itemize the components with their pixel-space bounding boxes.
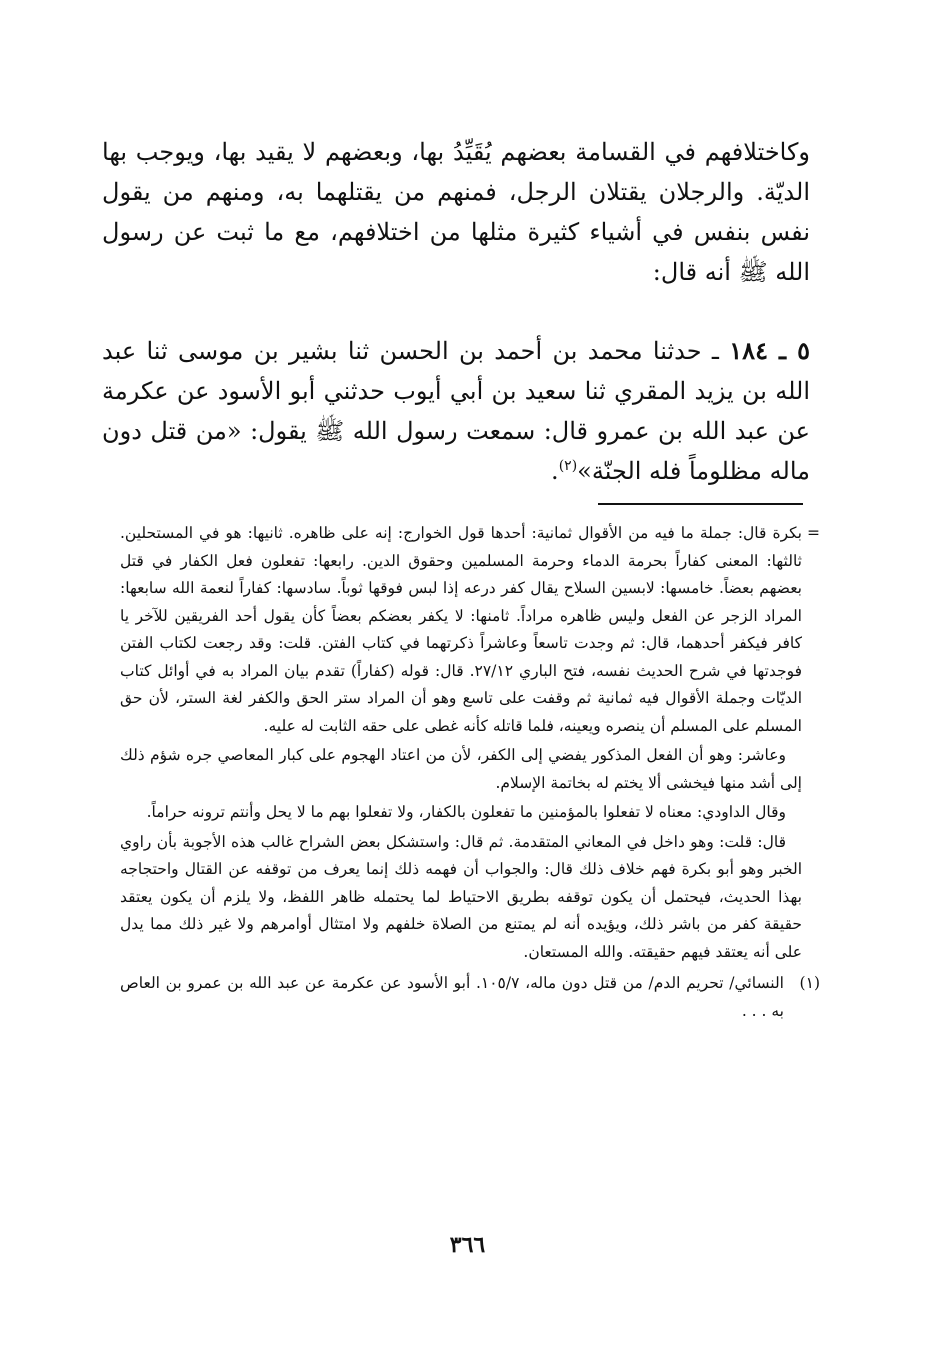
footnote-continued <box>120 520 820 740</box>
footnote-paragraph: وعاشر: وهو أن الفعل المذكور يفضي إلى الكفر، لأن من اعتاد الهجوم على كبار المعاصي جره شؤم ذلك إلى أشد منها فيخشى ألا يختم له بخاتمة الإسلام. <box>120 746 802 792</box>
footnote-reference: (٢) <box>558 458 578 474</box>
footnote-paragraph: وقال الداودي: معناه لا تفعلوا بالمؤمنين ما تفعلون بالكفار، ولا تفعلوا بهم ما لا يحل وأنتم ترونه حراماً. <box>146 803 786 821</box>
footnote-paragraph: قال: قلت: وهو داخل في المعاني المتقدمة. ثم قال: واستشكل بعض الشراح غالب هذه الأجوبة بأن راوي الخبر وهو أبو بكرة فهم خلاف ذلك قال: والجواب أن فهمه ذلك إنما يعرف من توقفه عن القتال واحتجاجه بهذا الحديث، فيحتمل أن يكون توقفه بطريق الاحتياط لما يحتمله ظاهر اللفظ، ولا يلزم أن يكون يعتقد حقيقة كفر من باشر ذلك، ويؤيده أنه لم يمتنع من الصلاة خلفهم ولا امتثال أوامرهم ولا غير ذلك مما يدل على أنه يعتقد فيهم حقيقته. والله المستعان. <box>120 832 802 961</box>
page-number: ٣٦٦ <box>449 1232 486 1258</box>
continuation-marker: = <box>807 524 820 542</box>
footnote-continued-text: بكرة قال: جملة ما فيه من الأقوال ثمانية: أحدها قول الخوارج: إنه على ظاهره. ثانيها: هو في المستحلين. ثالثها: المعنى كفاراً بحرمة الدماء وحرمة المسلمين وحقوق الدين. رابعها: تفعلون فعل الكفار في قتل بعضهم بعضاً. خامسها: لابسين السلاح يقال كفر درعه إذا لبس فوقها ثوباً. سادسها: كفاراً لنعمة الله سابعها: المراد الزجر عن الفعل وليس ظاهره مراداً. ثامنها: لا يكفر بعضكم بعضاً كأن يقول أحد الفريقين للآخر يا كافر فيكفر أحدهما، قال: ثم وجدت تاسعاً وعاشراً ذكرتهما في كتاب الفتن. قلت: وقد رجعت لكتاب الفتن فوجدتها في شرح الحديث نفسه، فتح الباري ٢٧/١٢. قال: قوله (كفاراً) تقدم بيان المراد به في أوائل كتاب الديّات وجملة الأقوال فيه ثمانية ثم وقفت على تاسع وهو أن المراد ستر الحق والكفر لغة الستر، لأن حق المسلم على المسلم أن ينصره ويعينه، فلما قاتله كأنه غطى على حقه الثابت له عليه. <box>120 524 802 735</box>
hadith-number: ٥ ـ ١٨٤ <box>729 336 810 365</box>
hadith-paragraph <box>102 331 810 491</box>
footnote-1-number: (١) <box>799 974 820 992</box>
footnote-1-text: النسائي/ تحريم الدم/ من قتل دون ماله، ١٠٥/٧. أبو الأسود عن عكرمة عن عبد الله بن عمرو بن العاص به . . . <box>120 974 784 1020</box>
footnote-1 <box>120 970 820 1025</box>
end-mark: . <box>551 457 559 485</box>
footnotes-section <box>120 520 820 1025</box>
hadith-text: ـ حدثنا محمد بن أحمد بن الحسن ثنا بشير بن موسى ثنا عبد الله بن يزيد المقري ثنا سعيد بن أبي أيوب حدثني أبو الأسود عن عكرمة عن عبد الله بن عمرو قال: سمعت رسول الله ﷺ يقول: «من قتل دون ماله مظلوماً فله الجنّة» <box>102 337 810 485</box>
main-paragraph: وكاختلافهم في القسامة بعضهم يُقَيِّدُ بها، وبعضهم لا يقيد بها، ويوجب بها الديّة. والرجلان يقتلان الرجل، فمنهم من يقتلهما به، ومنهم من يقول نفس بنفس في أشياء كثيرة مثلها من اختلافهم، مع ما ثبت عن رسول الله ﷺ أنه قال: <box>102 138 810 286</box>
footnote-separator <box>598 503 803 505</box>
